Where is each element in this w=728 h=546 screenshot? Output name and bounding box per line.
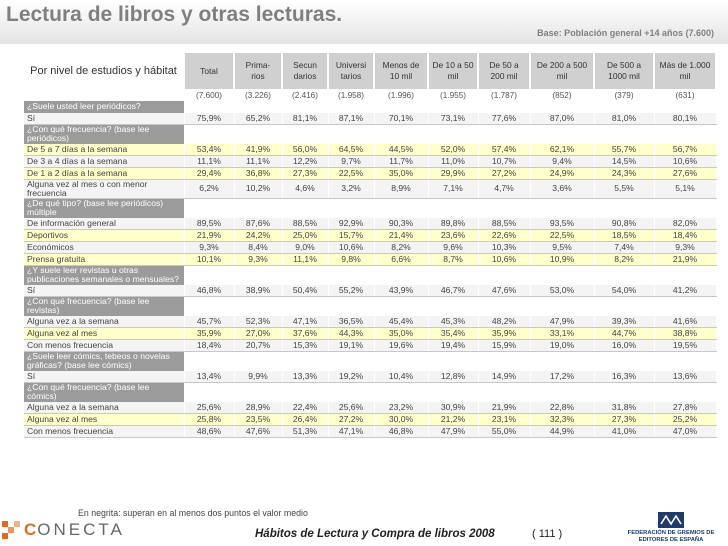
table-cell: 19,5%: [654, 339, 716, 351]
sample-size-cell: (852): [530, 89, 594, 101]
table-cell: 81,1%: [282, 113, 328, 125]
table-cell: 11,1%: [184, 155, 234, 167]
table-cell: 30,0%: [374, 413, 428, 425]
conecta-logo-icon: [2, 521, 20, 539]
question-row: [24, 265, 716, 285]
sample-size-cell: (7.600): [184, 89, 234, 101]
logo-initial: C: [24, 520, 38, 539]
table-cell: 27,2%: [328, 413, 374, 425]
table-cell: 25,8%: [184, 413, 234, 425]
table-cell: 3,6%: [530, 179, 594, 198]
question-spacer: [184, 296, 716, 316]
table-cell: 5,5%: [594, 179, 654, 198]
table-cell: 19,2%: [328, 371, 374, 383]
table-cell: 19,0%: [530, 339, 594, 351]
table-cell: 41,6%: [654, 316, 716, 328]
table-cell: 48,2%: [478, 316, 530, 328]
table-cell: 56,7%: [654, 144, 716, 156]
table-cell: 23,6%: [428, 229, 478, 241]
table-cell: 15,7%: [328, 229, 374, 241]
question-spacer: [184, 351, 716, 371]
table-cell: 45,4%: [374, 316, 428, 328]
table-cell: 9,5%: [530, 241, 594, 253]
table-cell: 47,6%: [234, 425, 282, 437]
table-cell: 90,3%: [374, 218, 428, 230]
table-cell: 18,5%: [594, 229, 654, 241]
table-row: [24, 285, 716, 297]
sample-size-cell: (3.226): [234, 89, 282, 101]
table-cell: 11,0%: [428, 155, 478, 167]
table-cell: 8,2%: [374, 241, 428, 253]
table-cell: 21,9%: [478, 402, 530, 414]
federation-emblem-icon: [658, 512, 684, 528]
table-row: [24, 241, 716, 253]
question-label: ¿Con qué frecuencia? (base lee cómics): [24, 382, 184, 402]
table-cell: 29,4%: [184, 167, 234, 179]
table-cell: 10,2%: [234, 179, 282, 198]
table-cell: 52,0%: [428, 144, 478, 156]
table-cell: 22,4%: [282, 402, 328, 414]
question-row: [24, 351, 716, 371]
table-cell: 17,2%: [530, 371, 594, 383]
table-cell: 33,1%: [530, 327, 594, 339]
table-row: [24, 179, 716, 198]
table-cell: 44,7%: [594, 327, 654, 339]
question-spacer: [184, 382, 716, 402]
table-cell: 92,9%: [328, 218, 374, 230]
table-cell: 30,9%: [428, 402, 478, 414]
table-cell: 13,3%: [282, 371, 328, 383]
column-header: De 10 a 50 mil: [428, 53, 478, 89]
table-cell: 45,7%: [184, 316, 234, 328]
table-cell: 52,3%: [234, 316, 282, 328]
row-label: Prensa gratuita: [24, 253, 184, 265]
column-header: De 500 a 1000 mil: [594, 53, 654, 89]
table-cell: 15,3%: [282, 339, 328, 351]
table-cell: 5,1%: [654, 179, 716, 198]
column-header: Secun darios: [282, 53, 328, 89]
question-label: ¿Con qué frecuencia? (base lee periódicos): [24, 124, 184, 144]
table-cell: 22,5%: [530, 229, 594, 241]
table-row: [24, 167, 716, 179]
table-cell: 53,4%: [184, 144, 234, 156]
table-cell: 21,4%: [374, 229, 428, 241]
table-cell: 55,2%: [328, 285, 374, 297]
table-cell: 45,3%: [428, 316, 478, 328]
table-cell: 10,7%: [478, 155, 530, 167]
table-cell: 25,6%: [328, 402, 374, 414]
table-cell: 38,8%: [654, 327, 716, 339]
table-body: [24, 89, 716, 437]
table-cell: 41,0%: [594, 425, 654, 437]
table-cell: 23,5%: [234, 413, 282, 425]
sample-size-row: [24, 89, 716, 101]
question-label: ¿Suele leer cómics, tebeos o novelas gráficas? (base lee cómics): [24, 351, 184, 371]
table-cell: 27,2%: [478, 167, 530, 179]
table-cell: 6,6%: [374, 253, 428, 265]
table-row: [24, 113, 716, 125]
table-cell: 12,8%: [428, 371, 478, 383]
data-table-container: [24, 53, 716, 438]
table-cell: 26,4%: [282, 413, 328, 425]
table-cell: 46,8%: [374, 425, 428, 437]
table-cell: 90,8%: [594, 218, 654, 230]
question-spacer: [184, 265, 716, 285]
stub-header: Por nivel de estudios y hábitat: [24, 53, 184, 89]
federation-name: FEDERACIÓN DE GREMIOS DE EDITORES DE ESPAÑA: [627, 530, 715, 543]
table-cell: 14,5%: [594, 155, 654, 167]
data-table: [24, 53, 717, 438]
sample-size-cell: (1.958): [328, 89, 374, 101]
table-cell: 9,8%: [328, 253, 374, 265]
column-header: Prima- rios: [234, 53, 282, 89]
table-cell: 23,2%: [374, 402, 428, 414]
table-cell: 11,1%: [282, 253, 328, 265]
table-cell: 29,9%: [428, 167, 478, 179]
table-row: [24, 425, 716, 437]
table-cell: 75,9%: [184, 113, 234, 125]
column-header: Universi tarios: [328, 53, 374, 89]
table-cell: 47,1%: [282, 316, 328, 328]
table-cell: 88,5%: [282, 218, 328, 230]
question-row: [24, 296, 716, 316]
table-cell: 44,5%: [374, 144, 428, 156]
table-cell: 55,0%: [478, 425, 530, 437]
table-cell: 4,7%: [478, 179, 530, 198]
table-cell: 21,2%: [428, 413, 478, 425]
table-cell: 16,3%: [594, 371, 654, 383]
sample-size-cell: (2.416): [282, 89, 328, 101]
sample-size-cell: (1.955): [428, 89, 478, 101]
table-cell: 10,4%: [374, 371, 428, 383]
table-cell: 23,1%: [478, 413, 530, 425]
table-cell: 50,4%: [282, 285, 328, 297]
table-row: [24, 218, 716, 230]
table-cell: 19,4%: [428, 339, 478, 351]
table-cell: 10,3%: [478, 241, 530, 253]
sample-size-cell: (1.787): [478, 89, 530, 101]
table-cell: 10,1%: [184, 253, 234, 265]
table-cell: 57,4%: [478, 144, 530, 156]
base-note: Base: Población general +14 años (7.600): [537, 28, 714, 38]
table-cell: 27,0%: [234, 327, 282, 339]
row-label: Con menos frecuencia: [24, 339, 184, 351]
row-label: De 5 a 7 días a la semana: [24, 144, 184, 156]
row-label: Con menos frecuencia: [24, 425, 184, 437]
table-row: [24, 371, 716, 383]
table-cell: 20,7%: [234, 339, 282, 351]
table-cell: 46,8%: [184, 285, 234, 297]
table-cell: 9,3%: [184, 241, 234, 253]
sample-size-cell: (379): [594, 89, 654, 101]
table-cell: 9,0%: [282, 241, 328, 253]
table-cell: 87,6%: [234, 218, 282, 230]
table-cell: 93,5%: [530, 218, 594, 230]
table-cell: 9,7%: [328, 155, 374, 167]
row-label: Alguna vez a la semana: [24, 402, 184, 414]
table-cell: 21,9%: [654, 253, 716, 265]
table-cell: 41,9%: [234, 144, 282, 156]
table-cell: 47,1%: [328, 425, 374, 437]
table-cell: 13,4%: [184, 371, 234, 383]
table-cell: 10,9%: [530, 253, 594, 265]
table-cell: 9,6%: [428, 241, 478, 253]
table-cell: 13,6%: [654, 371, 716, 383]
sample-size-stub: [24, 89, 184, 101]
table-cell: 8,9%: [374, 179, 428, 198]
table-cell: 32,3%: [530, 413, 594, 425]
table-cell: 4,6%: [282, 179, 328, 198]
table-row: [24, 339, 716, 351]
table-cell: 7,1%: [428, 179, 478, 198]
table-cell: 44,9%: [530, 425, 594, 437]
table-cell: 10,6%: [654, 155, 716, 167]
footer-title: Hábitos de Lectura y Compra de libros 2008: [255, 528, 495, 540]
federation-logo: [616, 512, 726, 546]
table-row: [24, 253, 716, 265]
table-cell: 22,8%: [530, 402, 594, 414]
table-cell: 9,4%: [530, 155, 594, 167]
question-row: [24, 124, 716, 144]
question-label: ¿De qué tipo? (base lee periódicos) múltiple: [24, 198, 184, 218]
table-cell: 36,5%: [328, 316, 374, 328]
table-cell: 16,0%: [594, 339, 654, 351]
question-row: [24, 198, 716, 218]
row-label: Sí: [24, 285, 184, 297]
row-label: Alguna vez al mes: [24, 413, 184, 425]
table-header-row: [24, 53, 716, 89]
table-row: [24, 316, 716, 328]
table-cell: 7,4%: [594, 241, 654, 253]
row-label: De información general: [24, 218, 184, 230]
table-cell: 35,0%: [374, 167, 428, 179]
column-header: De 50 a 200 mil: [478, 53, 530, 89]
table-cell: 81,0%: [594, 113, 654, 125]
table-cell: 36,8%: [234, 167, 282, 179]
row-label: De 1 a 2 días a la semana: [24, 167, 184, 179]
table-cell: 10,6%: [328, 241, 374, 253]
question-spacer: [184, 101, 716, 113]
row-label: De 3 a 4 días a la semana: [24, 155, 184, 167]
table-cell: 27,6%: [654, 167, 716, 179]
table-cell: 77,6%: [478, 113, 530, 125]
footnote: En negrita: superan en al menos dos puntos el valor medio: [78, 508, 308, 518]
table-cell: 82,0%: [654, 218, 716, 230]
sample-size-cell: (631): [654, 89, 716, 101]
table-row: [24, 327, 716, 339]
table-cell: 35,9%: [478, 327, 530, 339]
row-label: Sí: [24, 113, 184, 125]
table-cell: 18,4%: [184, 339, 234, 351]
table-cell: 9,3%: [654, 241, 716, 253]
table-cell: 28,9%: [234, 402, 282, 414]
table-cell: 12,2%: [282, 155, 328, 167]
row-label: Alguna vez al mes: [24, 327, 184, 339]
page-number: ( 111 ): [532, 528, 563, 540]
table-cell: 88,5%: [478, 218, 530, 230]
table-cell: 73,1%: [428, 113, 478, 125]
logo-text: ONECTA: [37, 520, 125, 539]
table-cell: 18,4%: [654, 229, 716, 241]
table-cell: 43,9%: [374, 285, 428, 297]
table-cell: 51,3%: [282, 425, 328, 437]
table-row: [24, 402, 716, 414]
table-cell: 41,2%: [654, 285, 716, 297]
table-cell: 14,9%: [478, 371, 530, 383]
table-cell: 56,0%: [282, 144, 328, 156]
table-cell: 24,9%: [530, 167, 594, 179]
table-cell: 47,6%: [478, 285, 530, 297]
table-cell: 3,2%: [328, 179, 374, 198]
table-cell: 15,9%: [478, 339, 530, 351]
table-cell: 35,9%: [184, 327, 234, 339]
table-cell: 53,0%: [530, 285, 594, 297]
question-spacer: [184, 124, 716, 144]
table-cell: 87,0%: [530, 113, 594, 125]
table-cell: 65,2%: [234, 113, 282, 125]
sample-size-cell: (1.996): [374, 89, 428, 101]
table-cell: 47,0%: [654, 425, 716, 437]
page-header: [0, 0, 728, 44]
table-cell: 25,6%: [184, 402, 234, 414]
table-cell: 89,5%: [184, 218, 234, 230]
row-label: Económicos: [24, 241, 184, 253]
conecta-logo: [2, 515, 125, 545]
table-cell: 10,6%: [478, 253, 530, 265]
table-cell: 25,2%: [654, 413, 716, 425]
table-cell: 8,2%: [594, 253, 654, 265]
table-cell: 8,7%: [428, 253, 478, 265]
table-cell: 9,9%: [234, 371, 282, 383]
column-header: Menos de 10 mil: [374, 53, 428, 89]
table-cell: 62,1%: [530, 144, 594, 156]
table-row: [24, 413, 716, 425]
table-cell: 39,3%: [594, 316, 654, 328]
table-cell: 70,1%: [374, 113, 428, 125]
table-cell: 31,8%: [594, 402, 654, 414]
table-cell: 46,7%: [428, 285, 478, 297]
table-cell: 27,3%: [282, 167, 328, 179]
table-cell: 27,3%: [594, 413, 654, 425]
table-cell: 87,1%: [328, 113, 374, 125]
column-header: Más de 1.000 mil: [654, 53, 716, 89]
table-cell: 55,7%: [594, 144, 654, 156]
table-cell: 22,6%: [478, 229, 530, 241]
table-cell: 80,1%: [654, 113, 716, 125]
table-cell: 24,2%: [234, 229, 282, 241]
table-row: [24, 229, 716, 241]
question-row: [24, 101, 716, 113]
table-cell: 35,0%: [374, 327, 428, 339]
question-label: ¿Con qué frecuencia? (base lee revistas): [24, 296, 184, 316]
table-cell: 11,7%: [374, 155, 428, 167]
row-label: Sí: [24, 371, 184, 383]
table-cell: 44,3%: [328, 327, 374, 339]
table-cell: 64,5%: [328, 144, 374, 156]
row-label: Alguna vez al mes o con menor frecuencia: [24, 179, 184, 198]
table-cell: 47,9%: [428, 425, 478, 437]
table-row: [24, 144, 716, 156]
column-header: De 200 a 500 mil: [530, 53, 594, 89]
question-row: [24, 382, 716, 402]
row-label: Alguna vez a la semana: [24, 316, 184, 328]
table-cell: 21,9%: [184, 229, 234, 241]
table-cell: 6,2%: [184, 179, 234, 198]
table-cell: 54,0%: [594, 285, 654, 297]
table-cell: 37,6%: [282, 327, 328, 339]
table-cell: 22,5%: [328, 167, 374, 179]
question-spacer: [184, 198, 716, 218]
table-cell: 9,3%: [234, 253, 282, 265]
table-cell: 24,3%: [594, 167, 654, 179]
table-cell: 35,4%: [428, 327, 478, 339]
table-cell: 27,8%: [654, 402, 716, 414]
table-cell: 89,8%: [428, 218, 478, 230]
row-label: Deportivos: [24, 229, 184, 241]
table-cell: 11,1%: [234, 155, 282, 167]
table-cell: 8,4%: [234, 241, 282, 253]
question-label: ¿Suele usted leer periódicos?: [24, 101, 184, 113]
table-cell: 19,6%: [374, 339, 428, 351]
table-cell: 38,9%: [234, 285, 282, 297]
question-label: ¿Y suele leer revistas u otras publicaciones semanales o mensuales?: [24, 265, 184, 285]
column-header: Total: [184, 53, 234, 89]
table-cell: 19,1%: [328, 339, 374, 351]
table-cell: 48,6%: [184, 425, 234, 437]
table-row: [24, 155, 716, 167]
table-cell: 25,0%: [282, 229, 328, 241]
table-cell: 47,9%: [530, 316, 594, 328]
page-title: Lectura de libros y otras lecturas.: [6, 3, 343, 26]
